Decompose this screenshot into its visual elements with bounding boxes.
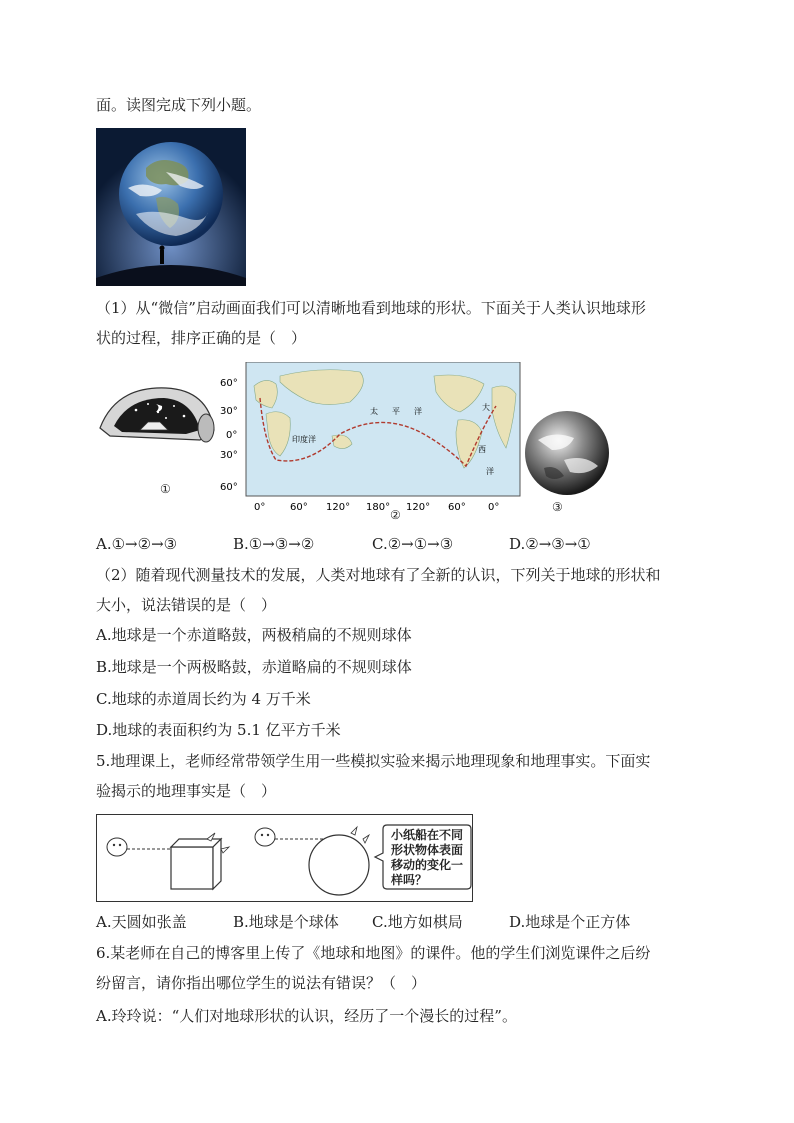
- q5-stem-line2: 验揭示的地理事实是（ ）: [96, 782, 277, 800]
- q2-option-b[interactable]: B.地球是一个两极略鼓，赤道略扁的不规则球体: [96, 658, 412, 676]
- q6-stem-line2: 纷留言，请你指出哪位学生的说法有错误？（ ）: [96, 974, 427, 992]
- q1-option-a[interactable]: A.①→②→③: [96, 535, 178, 553]
- q2-option-a[interactable]: A.地球是一个赤道略鼓，两极稍扁的不规则球体: [96, 626, 412, 644]
- bubble-line-4: 样吗？: [391, 873, 428, 887]
- ocean-label-tai: 太: [370, 407, 378, 416]
- lon-0-right: 0°: [488, 502, 500, 513]
- speech-bubble: [391, 828, 463, 888]
- lat-60n: 60°: [220, 378, 238, 389]
- lat-30n: 30°: [220, 406, 238, 417]
- q2-option-c[interactable]: C.地球的赤道周长约为 4 万千米: [96, 690, 311, 708]
- q1-option-b[interactable]: B.①→③→②: [233, 535, 315, 553]
- lat-30s: 30°: [220, 450, 238, 461]
- bubble-line-2: 形状物体表面: [391, 843, 464, 857]
- ocean-label-indian: 印度洋: [292, 435, 316, 444]
- lon-60w: 60°: [448, 502, 466, 513]
- ocean-label-yang2: 洋: [486, 467, 494, 476]
- bubble-line-1: 小纸船在不同: [391, 828, 464, 842]
- q6-option-a[interactable]: A.玲玲说：“人们对地球形状的认识，经历了一个漫长的过程”。: [96, 1007, 517, 1025]
- figure-label-2: ②: [390, 508, 401, 522]
- q5-stem-line1: 5.地理课上，老师经常带领学生用一些模拟实验来揭示地理现象和地理事实。下面实: [96, 752, 651, 770]
- lat-60s: 60°: [220, 482, 238, 493]
- bubble-line-3: 移动的变化一: [391, 858, 464, 872]
- q5-option-c[interactable]: C.地方如棋局: [372, 913, 463, 931]
- lon-60e: 60°: [290, 502, 308, 513]
- ocean-label-xi: 西: [478, 445, 486, 454]
- q1-option-d[interactable]: D.②→③→①: [509, 535, 591, 553]
- figure-earth-globe: [524, 410, 610, 496]
- q1-stem-line1: （1）从“微信”启动画面我们可以清晰地看到地球的形状。下面关于人类认识地球形: [96, 299, 646, 317]
- q2-stem-line1: （2）随着现代测量技术的发展，人类对地球有了全新的认识，下列关于地球的形状和: [96, 566, 661, 584]
- q6-stem-line1: 6.某老师在自己的博客里上传了《地球和地图》的课件。他的学生们浏览课件之后纷: [96, 944, 651, 962]
- figure-label-1: ①: [160, 482, 171, 496]
- ocean-label-da: 大: [482, 403, 490, 412]
- wechat-earth-image: [96, 128, 246, 286]
- q5-option-d[interactable]: D.地球是个正方体: [509, 913, 631, 931]
- q1-stem-line2: 状的过程，排序正确的是（ ）: [96, 329, 307, 347]
- q5-option-a[interactable]: A.天圆如张盖: [96, 913, 187, 931]
- figure-dome: [96, 378, 220, 460]
- q2-option-d[interactable]: D.地球的表面积约为 5.1 亿平方千米: [96, 721, 341, 739]
- lon-0-left: 0°: [254, 502, 266, 513]
- figure-label-3: ③: [552, 500, 563, 514]
- intro-text: 面。读图完成下列小题。: [96, 96, 262, 114]
- lon-120w: 120°: [406, 502, 431, 513]
- lon-180: 180°: [366, 502, 391, 513]
- lon-120e: 120°: [326, 502, 351, 513]
- ocean-label-ping: 平: [392, 407, 400, 416]
- lat-0: 0°: [226, 430, 238, 441]
- ocean-label-yang: 洋: [414, 407, 422, 416]
- figure-world-map: [220, 362, 524, 514]
- q1-option-c[interactable]: C.②→①→③: [372, 535, 454, 553]
- experiment-figure: [96, 814, 473, 902]
- q2-stem-line2: 大小，说法错误的是（ ）: [96, 596, 277, 614]
- q5-option-b[interactable]: B.地球是个球体: [233, 913, 339, 931]
